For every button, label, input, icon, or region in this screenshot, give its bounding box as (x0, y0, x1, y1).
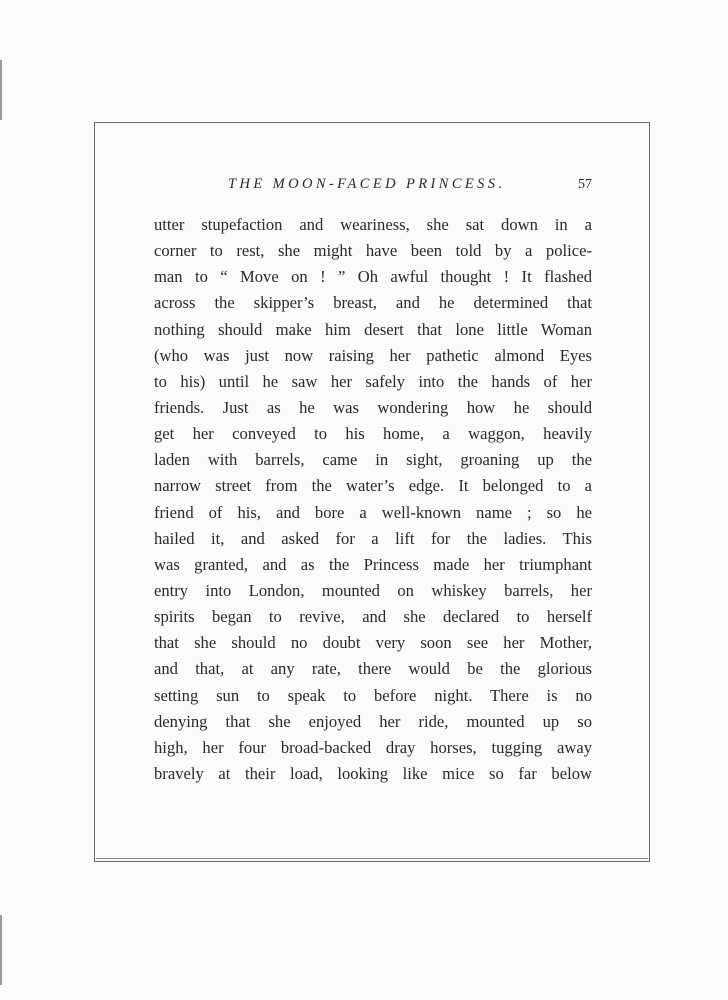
text-line: denying that she enjoyed her ride, mounted up so (154, 711, 592, 731)
text-line: bravely at their load, looking like mice so far below (154, 763, 592, 783)
text-line: hailed it, and asked for a lift for the ladies. This (154, 528, 592, 548)
page-header (154, 176, 592, 196)
running-title: THE MOON-FACED PRINCESS. (228, 176, 506, 192)
text-line: man to “ Move on ! ” Oh awful thought ! It flashed (154, 267, 592, 287)
text-line: that she should no doubt very soon see her Mother, (154, 633, 592, 653)
text-line: corner to rest, she might have been told by a police- (154, 241, 592, 261)
text-line: utter stupefaction and weariness, she sat down in a (154, 215, 592, 234)
text-line: get her conveyed to his home, a waggon, heavily (154, 424, 592, 444)
body-text (154, 212, 592, 787)
text-line: friend of his, and bore a well-known name ; so he (154, 502, 592, 522)
text-line: was granted, and as the Princess made her triumphant (154, 554, 592, 574)
text-line: across the skipper’s breast, and he determined that (154, 293, 592, 313)
text-line: laden with barrels, came in sight, groaning up the (154, 450, 592, 470)
page-edge-mark-top (0, 60, 2, 120)
text-line: nothing should make him desert that lone little Woman (154, 319, 592, 339)
text-line: setting sun to speak to before night. There is no (154, 685, 592, 705)
text-line: narrow street from the water’s edge. It belonged to a (154, 476, 592, 496)
text-line: friends. Just as he was wondering how he should (154, 397, 592, 417)
page-number: 57 (578, 177, 592, 192)
text-line: entry into London, mounted on whiskey barrels, her (154, 580, 592, 600)
text-line: high, her four broad-backed dray horses, tugging away (154, 737, 592, 757)
text-line: and that, at any rate, there would be the glorious (154, 659, 592, 679)
text-line: (who was just now raising her pathetic almond Eyes (154, 345, 592, 365)
text-line: to his) until he saw her safely into the hands of her (154, 371, 592, 391)
bottom-rule (96, 858, 648, 859)
page-edge-mark-bottom (0, 915, 2, 985)
text-line: spirits began to revive, and she declared to herself (154, 607, 592, 627)
